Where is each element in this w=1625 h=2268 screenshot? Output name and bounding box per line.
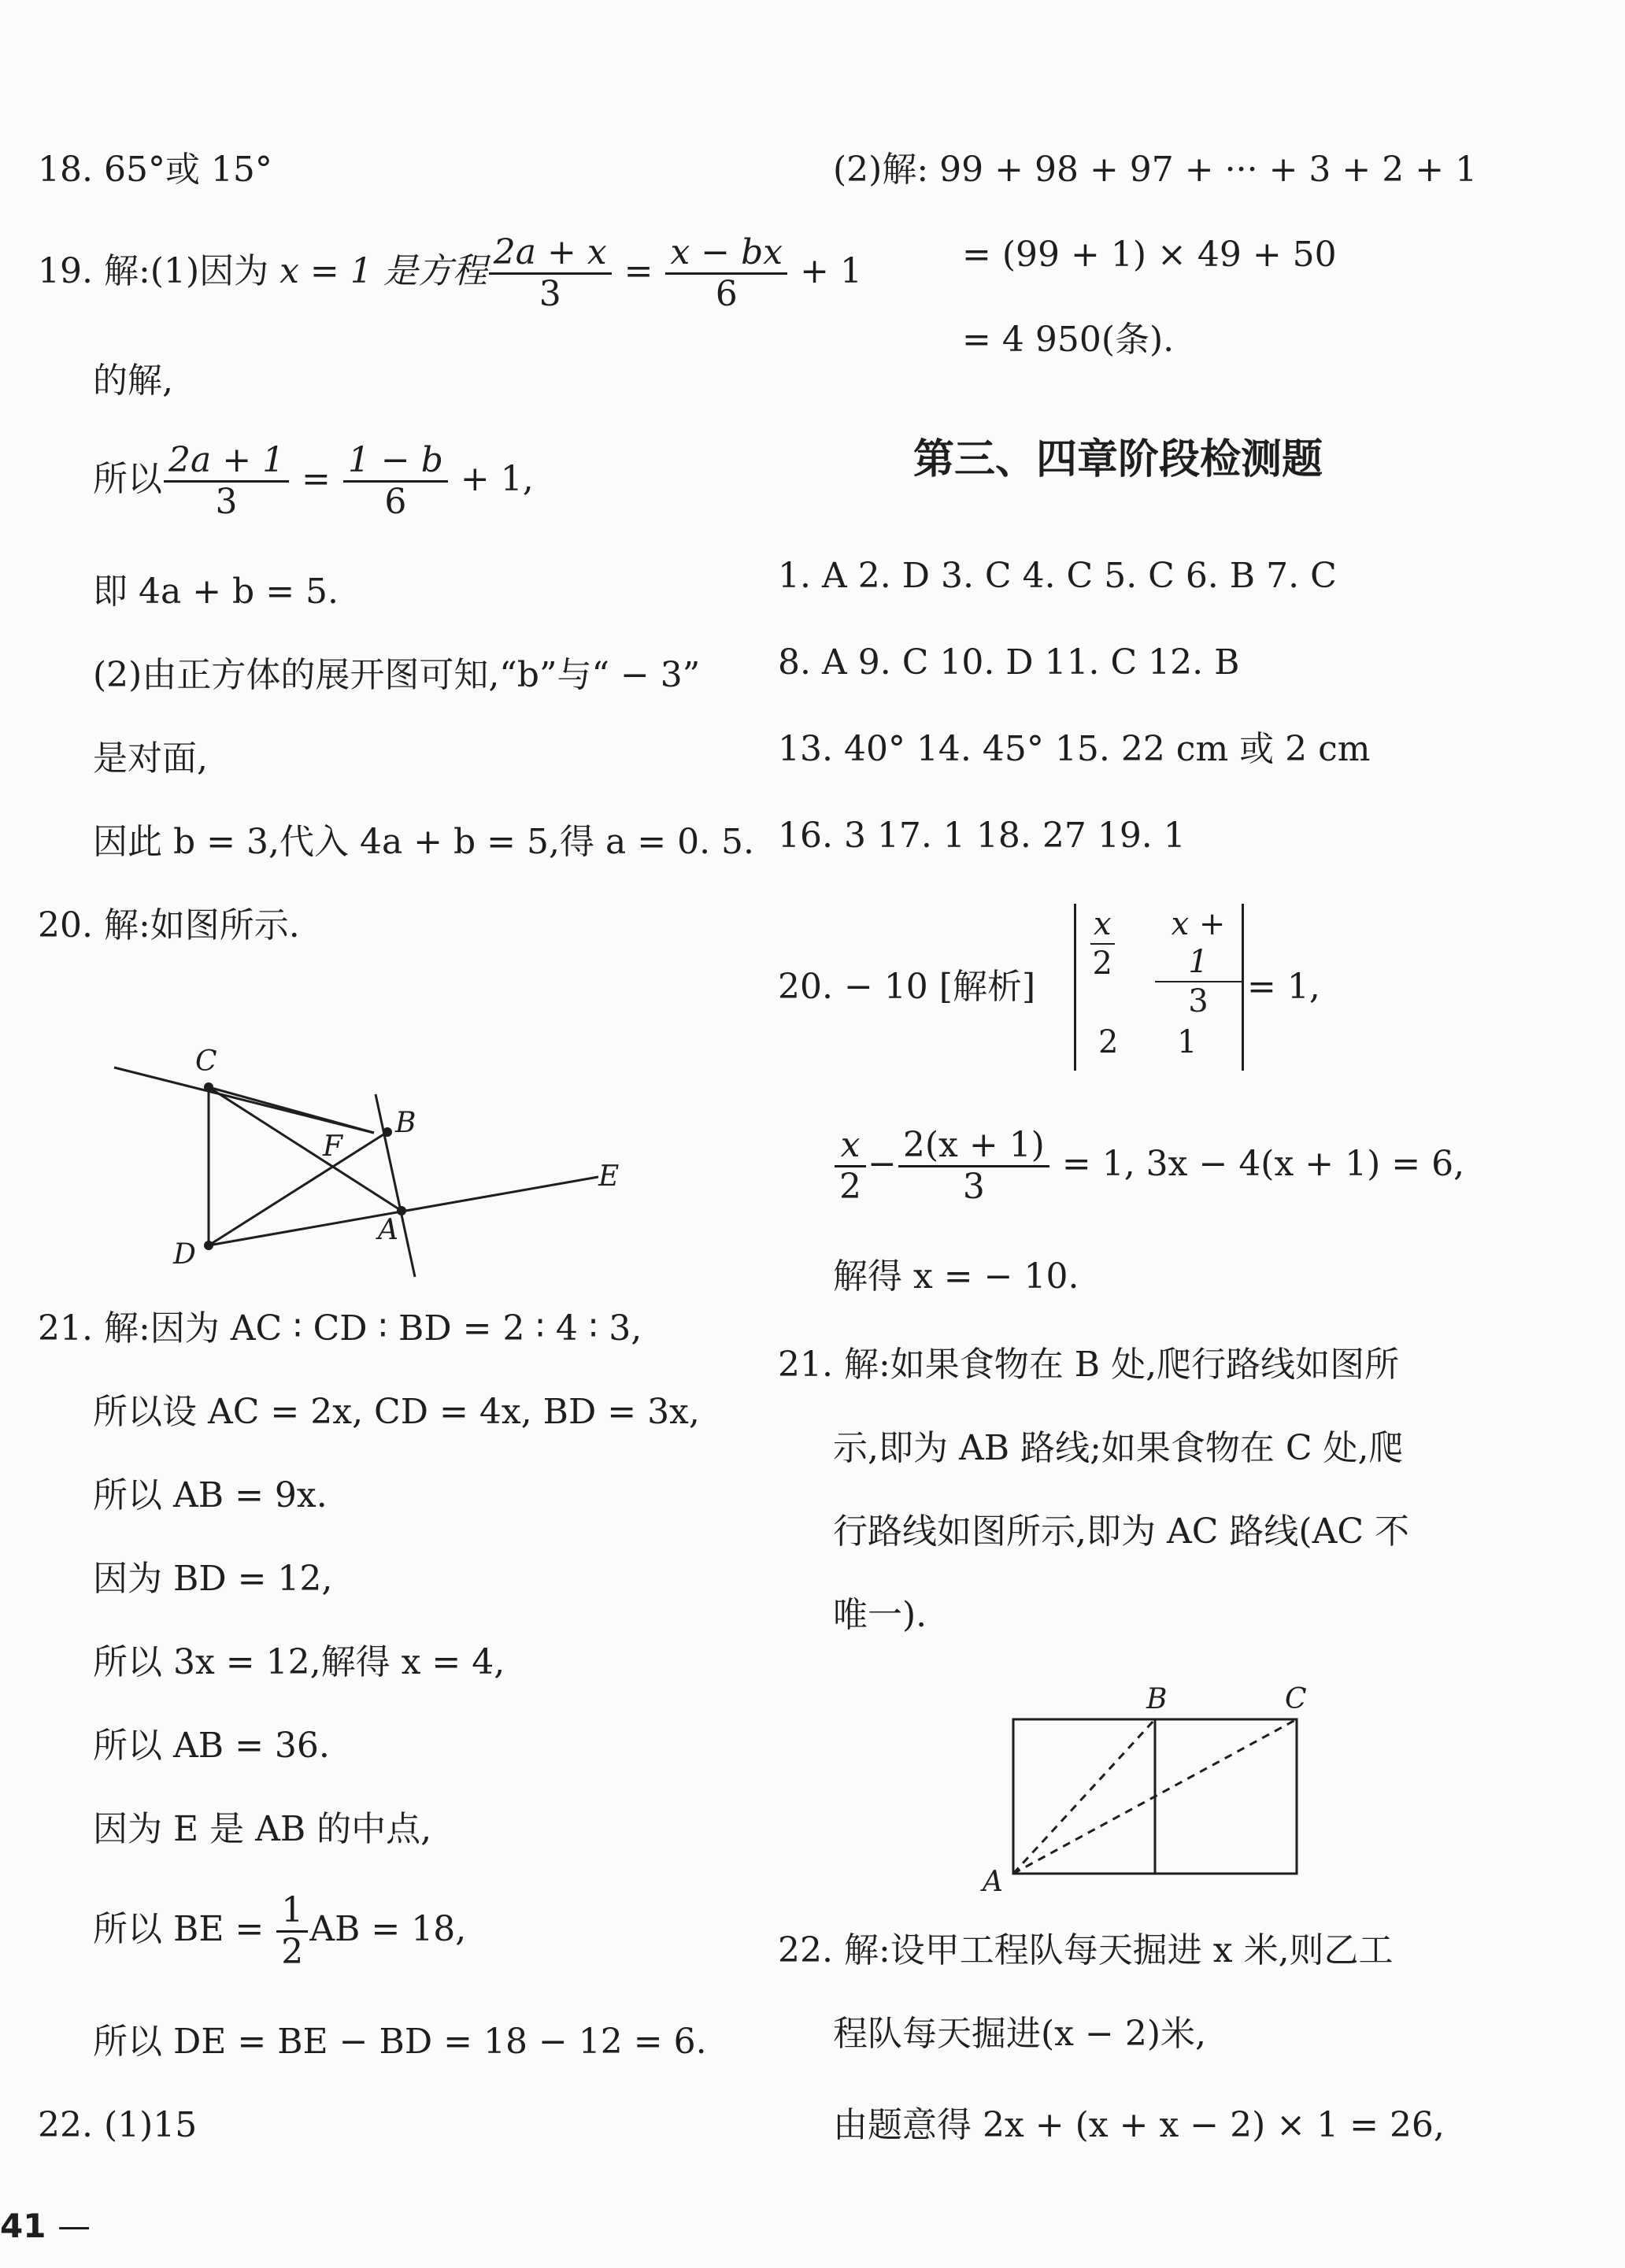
section-title: 第三、四章阶段检测题	[913, 436, 1323, 483]
q20-minus: −	[868, 1144, 897, 1184]
path-ab	[1013, 1719, 1155, 1874]
segment-db	[209, 1132, 387, 1245]
page-number	[0, 2204, 91, 2248]
q19-line3-prefix: 所以	[93, 459, 162, 499]
q20-geometry-figure	[102, 1031, 653, 1291]
q21-line8-tail: AB = 18,	[309, 1909, 467, 1949]
label-c: C	[1285, 1683, 1307, 1715]
segment-ca	[209, 1087, 402, 1211]
q19-line7: 因此 b = 3,代入 4a + b = 5,得 a = 0. 5.	[93, 822, 755, 862]
q21-line9: 所以 DE = BE − BD = 18 − 12 = 6.	[93, 2022, 707, 2062]
q19-condition: x = 1 是方程	[279, 251, 487, 291]
q19-equals: =	[613, 251, 664, 291]
q19-fraction-1-denominator: 3	[539, 274, 561, 314]
label-b: B	[1146, 1683, 1168, 1715]
det-b-denominator: 3	[1188, 983, 1209, 1019]
det-a	[1090, 905, 1115, 982]
label-e: E	[598, 1160, 620, 1193]
q19-fraction-4-numerator: 1 − b	[343, 441, 448, 483]
q20-line2	[833, 1126, 1464, 1207]
q21-half-denominator: 2	[281, 1932, 304, 1972]
q21-line1: 21. 解:因为 AC ∶ CD ∶ BD = 2 ∶ 4 ∶ 3,	[38, 1308, 642, 1349]
q19-fraction-3-numerator: 2a + 1	[164, 441, 289, 483]
q19-fraction-2-denominator: 6	[715, 274, 738, 314]
q19-line6: 是对面,	[93, 738, 208, 779]
q22-right-line3: 由题意得 2x + (x + x − 2) × 1 = 26,	[833, 2105, 1445, 2145]
q22-right-line1: 22. 解:设甲工程队每天掘进 x 米,则乙工	[778, 1930, 1394, 1970]
q21-line6: 所以 AB = 36.	[93, 1726, 330, 1766]
q19-line5: (2)由正方体的展开图可知,“b”与“ − 3”	[93, 655, 701, 695]
q19-line4: 即 4a + b = 5.	[93, 572, 339, 612]
q20-fraction-1-denominator: 2	[839, 1167, 861, 1207]
q19-prefix: 19. 解:(1)因为	[38, 251, 280, 291]
point-c	[204, 1082, 213, 1092]
q21-line5: 所以 3x = 12,解得 x = 4,	[93, 1642, 505, 1682]
answer-row-4: 16. 3 17. 1 18. 27 19. 1	[778, 816, 1186, 856]
answer-row-2: 8. A 9. C 10. D 11. C 12. B	[778, 642, 1240, 683]
q21-half-fraction	[276, 1891, 308, 1972]
q21-line8	[93, 1891, 466, 1972]
q20-fraction-1	[835, 1126, 866, 1207]
answer-row-1: 1. A 2. D 3. C 4. C 5. C 6. B 7. C	[778, 556, 1337, 596]
det-d: 1	[1177, 1024, 1197, 1060]
q20-fraction-2-denominator: 3	[962, 1167, 985, 1207]
q19-fraction-3	[164, 441, 289, 522]
det-b-numerator: x + 1	[1155, 905, 1242, 982]
determinant	[1074, 904, 1244, 1071]
point-d	[204, 1241, 213, 1250]
q21-half-numerator: 1	[276, 1891, 308, 1933]
answer-row-3: 13. 40° 14. 45° 15. 22 cm 或 2 cm	[778, 729, 1371, 769]
q19-fraction-2	[665, 233, 787, 314]
q19-line3-equals: =	[291, 459, 342, 499]
q19-fraction-4	[343, 441, 448, 522]
segment-cb	[209, 1087, 374, 1133]
label-c: C	[195, 1045, 217, 1078]
label-a: A	[983, 1866, 1003, 1897]
q19-line1	[38, 233, 862, 314]
q21-line3: 所以 AB = 9x.	[93, 1475, 328, 1515]
q20-line2-tail: = 1, 3x − 4(x + 1) = 6,	[1050, 1144, 1465, 1184]
q21-path-figure	[968, 1677, 1323, 1897]
answer-22: 22. (1)15	[38, 2105, 198, 2145]
label-b: B	[395, 1107, 416, 1139]
q21-line7: 因为 E 是 AB 的中点,	[93, 1809, 432, 1849]
q19-fraction-3-denominator: 3	[215, 482, 238, 522]
part2-line2: = (99 + 1) × 49 + 50	[962, 235, 1337, 275]
q19-line3-tail: + 1,	[449, 459, 534, 499]
q19-line2: 的解,	[93, 361, 173, 401]
q21-right-line4: 唯一).	[833, 1595, 927, 1635]
label-a: A	[378, 1214, 398, 1246]
q21-right-line2: 示,即为 AB 路线;如果食物在 C 处,爬	[833, 1428, 1404, 1468]
q21-line2: 所以设 AC = 2x, CD = 4x, BD = 3x,	[93, 1392, 700, 1432]
q21-right-line1: 21. 解:如果食物在 B 处,爬行路线如图所	[778, 1345, 1400, 1385]
det-b	[1155, 905, 1242, 1020]
determinant-result: = 1,	[1247, 967, 1320, 1007]
q20-fraction-1-numerator: x	[835, 1126, 866, 1167]
q19-fraction-1-numerator: 2a + x	[489, 233, 612, 275]
part2-line3: = 4 950(条).	[962, 320, 1175, 360]
q19-fraction-2-numerator: x − bx	[665, 233, 787, 275]
part2-line1: (2)解: 99 + 98 + 97 + ··· + 3 + 2 + 1	[833, 150, 1478, 190]
answer-20: 20. 解:如图所示.	[38, 905, 300, 945]
page-number-value: 41	[0, 2207, 46, 2245]
q21-right-line3: 行路线如图所示,即为 AC 路线(AC 不	[833, 1511, 1409, 1552]
q21-line8-prefix: 所以 BE =	[93, 1909, 276, 1949]
q19-line3	[93, 441, 534, 522]
q19-tail: + 1	[789, 251, 862, 291]
q19-fraction-1	[489, 233, 612, 314]
q22-right-line2: 程队每天掘进(x − 2)米,	[833, 2014, 1206, 2054]
q20-prefix: 20. − 10 [解析]	[778, 967, 1036, 1007]
point-b	[383, 1127, 392, 1137]
label-f: F	[323, 1130, 342, 1163]
q20-fraction-2-numerator: 2(x + 1)	[898, 1126, 1049, 1167]
q20-fraction-2	[898, 1126, 1049, 1207]
page-number-dash: —	[57, 2207, 91, 2245]
q19-fraction-4-denominator: 6	[384, 482, 407, 522]
q21-line4: 因为 BD = 12,	[93, 1559, 333, 1599]
det-c: 2	[1098, 1024, 1119, 1060]
q20-line3: 解得 x = − 10.	[833, 1256, 1079, 1297]
label-d: D	[173, 1238, 196, 1271]
answer-18: 18. 65°或 15°	[38, 150, 272, 190]
det-a-denominator: 2	[1092, 945, 1112, 982]
det-a-numerator: x	[1090, 905, 1115, 945]
